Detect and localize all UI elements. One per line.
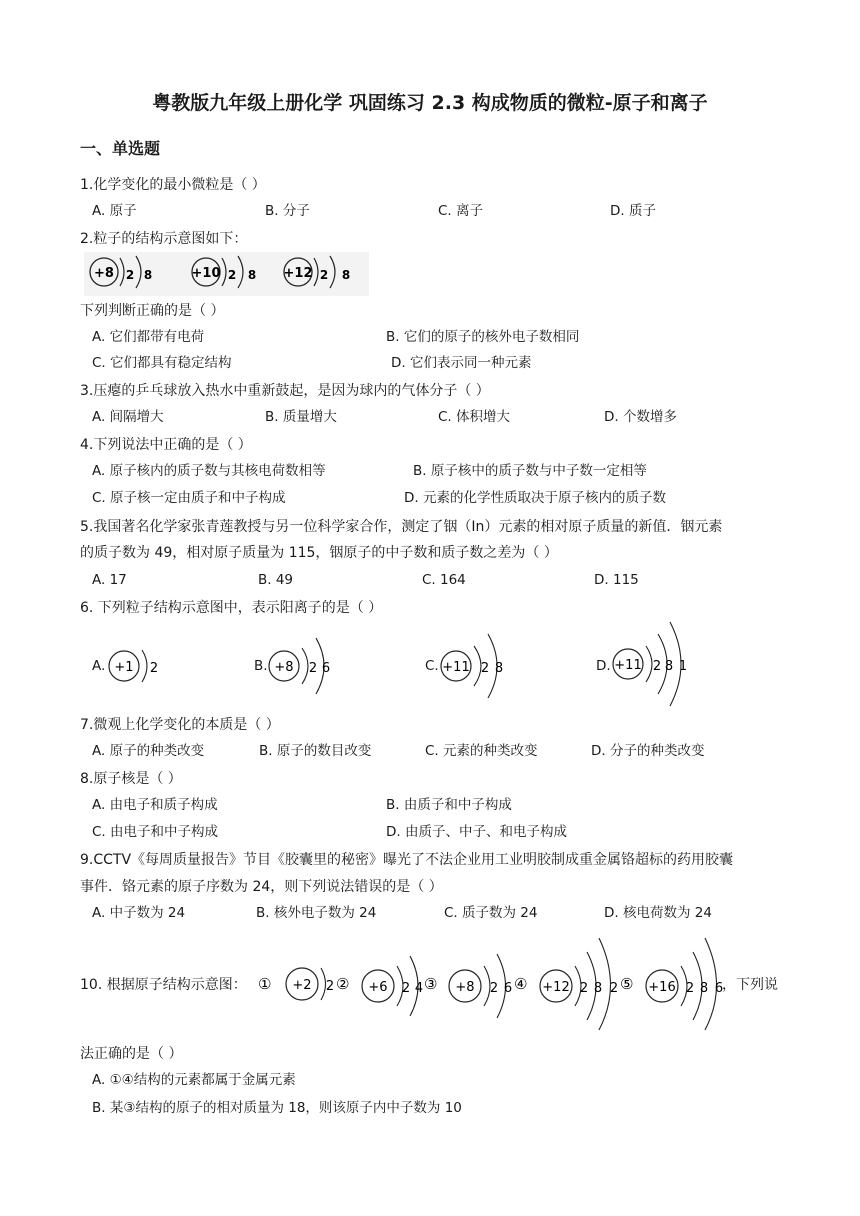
q10-d3-shell2: 6 [503,981,513,996]
q7-option-d[interactable]: D. 分子的种类改变 [591,743,705,759]
q6-c-shell2: 8 [494,661,504,676]
q3-option-c[interactable]: C. 体积增大 [438,409,511,425]
q5-option-b[interactable]: B. 49 [258,572,294,588]
q2-option-c[interactable]: C. 它们都具有稳定结构 [92,355,232,371]
q6-b-nucleus: +8 [274,660,294,675]
q1-option-c[interactable]: C. 离子 [438,203,484,219]
q2-prompt: 下列判断正确的是（ ） [80,303,225,319]
q6-diagram-d[interactable] [613,622,687,706]
q7-option-c[interactable]: C. 元素的种类改变 [425,743,538,759]
q2-d3-nucleus: +12 [283,266,313,281]
page-title: 粤教版九年级上册化学 巩固练习 2.3 构成物质的微粒-原子和离子 [152,92,708,114]
q2-option-b[interactable]: B. 它们的原子的核外电子数相同 [386,329,580,345]
q8-option-a[interactable]: A. 由电子和质子构成 [92,797,218,813]
q3-option-d[interactable]: D. 个数增多 [604,409,677,425]
q10-d2-nucleus: +6 [368,980,388,995]
q6-b-shell2: 6 [321,661,331,676]
q10-d3-shell1: 2 [489,981,499,996]
q6-c-shell1: 2 [480,661,490,676]
question-5-stem-line2: 的质子数为 49，相对原子质量为 115，铟原子的中子数和质子数之差为（ ） [80,545,558,561]
question-8-stem: 8.原子核是（ ） [80,771,182,787]
q1-option-a[interactable]: A. 原子 [92,203,137,219]
q2-option-a[interactable]: A. 它们都带有电荷 [92,329,205,345]
q4-option-d[interactable]: D. 元素的化学性质取决于原子核内的质子数 [404,490,666,506]
q2-d1-nucleus: +8 [94,266,114,281]
q2-d1-shell2: 8 [143,268,153,282]
q2-option-d[interactable]: D. 它们表示同一种元素 [391,355,532,371]
q10-option-b[interactable]: B. 某③结构的原子的相对质量为 18，则该原子内中子数为 10 [92,1100,462,1116]
q6-d-shell2: 8 [664,659,674,674]
q2-d2-shell2: 8 [247,268,257,282]
q10-diagram-5 [646,938,723,1030]
q4-option-b[interactable]: B. 原子核中的质子数与中子数一定相等 [413,463,647,479]
section-heading: 一、单选题 [80,139,161,158]
q10-d1-nucleus: +2 [292,978,312,993]
question-10-stem-line2: 法正确的是（ ） [80,1046,183,1062]
q6-option-c-label[interactable]: C. [425,658,439,674]
q10-diagram-4 [540,938,618,1030]
q6-option-d-label[interactable]: D. [596,658,611,674]
question-7-stem: 7.微观上化学变化的本质是（ ） [80,717,280,733]
q10-d2-shell2: 4 [414,981,424,996]
q2-d2-nucleus: +10 [191,266,221,281]
q6-option-b-label[interactable]: B. [254,658,268,674]
q8-option-d[interactable]: D. 由质子、中子、和电子构成 [386,824,567,840]
question-10-stem-suffix: ，下列说 [722,977,778,993]
q2-d2-shell1: 2 [227,268,237,282]
q10-marker-5: ⑤ [620,975,634,993]
q10-d4-shell2: 8 [593,981,603,996]
q10-marker-2: ② [336,975,350,993]
question-2-stem: 2.粒子的结构示意图如下： [80,231,248,247]
q6-structure-diagrams [100,620,700,710]
q5-option-c[interactable]: C. 164 [422,572,466,588]
q6-d-nucleus: +11 [614,658,642,673]
q10-marker-1: ① [258,975,272,993]
question-4-stem: 4.下列说法中正确的是（ ） [80,437,252,453]
q10-d5-shell2: 8 [699,981,709,996]
q6-diagram-c[interactable] [441,634,503,698]
q4-option-a[interactable]: A. 原子核内的质子数与其核电荷数相等 [92,463,326,479]
q6-a-shell1: 2 [149,661,159,676]
q9-option-a[interactable]: A. 中子数为 24 [92,905,186,921]
q10-d5-shell1: 2 [685,981,695,996]
q8-option-c[interactable]: C. 由电子和中子构成 [92,824,219,840]
q2-d3-shell1: 2 [319,268,329,282]
question-9-stem-line1: 9.CCTV《每周质量报告》节目《胶囊里的秘密》曝光了不法企业用工业明胶制成重金属铬超标的药用胶囊 [80,852,734,868]
q9-option-d[interactable]: D. 核电荷数为 24 [604,905,712,921]
q10-structure-diagrams [258,932,736,1032]
question-1-stem: 1.化学变化的最小微粒是（ ） [80,177,266,193]
q1-option-b[interactable]: B. 分子 [265,203,310,219]
q10-d2-shell1: 2 [401,981,411,996]
question-9-stem-line2: 事件．铬元素的原子序数为 24，则下列说法错误的是（ ） [80,879,443,895]
q9-option-b[interactable]: B. 核外电子数为 24 [256,905,377,921]
q10-d4-nucleus: +12 [542,980,570,995]
q10-marker-4: ④ [514,975,528,993]
q10-option-a[interactable]: A. ①④结构的元素都属于金属元素 [92,1072,296,1088]
q10-d4-shell3: 2 [609,981,619,996]
q10-diagram-1 [286,968,334,1000]
q6-b-shell1: 2 [308,661,318,676]
question-5-stem-line1: 5.我国著名化学家张青莲教授与另一位科学家合作，测定了铟（In）元素的相对原子质量的新值．铟元素 [80,519,723,535]
q10-d5-shell3: 6 [714,981,724,996]
question-3-stem: 3.压瘪的乒乓球放入热水中重新鼓起，是因为球内的气体分子（ ） [80,383,490,399]
q2-d3-shell2: 8 [341,268,351,282]
q10-diagram-2 [362,956,423,1016]
q10-diagram-3 [449,954,512,1018]
q5-option-d[interactable]: D. 115 [594,572,639,588]
q2-d1-shell1: 2 [125,268,135,282]
q7-option-a[interactable]: A. 原子的种类改变 [92,743,205,759]
q1-option-d[interactable]: D. 质子 [610,203,656,219]
q10-marker-3: ③ [424,975,438,993]
q10-d5-nucleus: +16 [648,980,676,995]
question-10-stem-prefix: 10. 根据原子结构示意图： [80,977,247,993]
q4-option-c[interactable]: C. 原子核一定由质子和中子构成 [92,490,286,506]
q6-d-shell3: 1 [678,659,688,674]
q8-option-b[interactable]: B. 由质子和中子构成 [386,797,512,813]
q9-option-c[interactable]: C. 质子数为 24 [444,905,538,921]
q3-option-b[interactable]: B. 质量增大 [265,409,337,425]
q10-d4-shell1: 2 [579,981,589,996]
q2-structure-diagrams [84,252,374,298]
q6-a-nucleus: +1 [114,660,134,675]
question-6-stem: 6. 下列粒子结构示意图中，表示阳离子的是（ ） [80,600,383,616]
q10-d3-nucleus: +8 [455,980,475,995]
q6-c-nucleus: +11 [442,660,470,675]
q6-diagram-a[interactable] [109,650,158,682]
q3-option-a[interactable]: A. 间隔增大 [92,409,164,425]
q10-d1-shell1: 2 [325,979,335,994]
q6-d-shell1: 2 [652,659,662,674]
q6-option-a-label[interactable]: A. [92,658,106,674]
q7-option-b[interactable]: B. 原子的数目改变 [259,743,372,759]
q6-diagram-b[interactable] [269,638,330,694]
q5-option-a[interactable]: A. 17 [92,572,127,588]
